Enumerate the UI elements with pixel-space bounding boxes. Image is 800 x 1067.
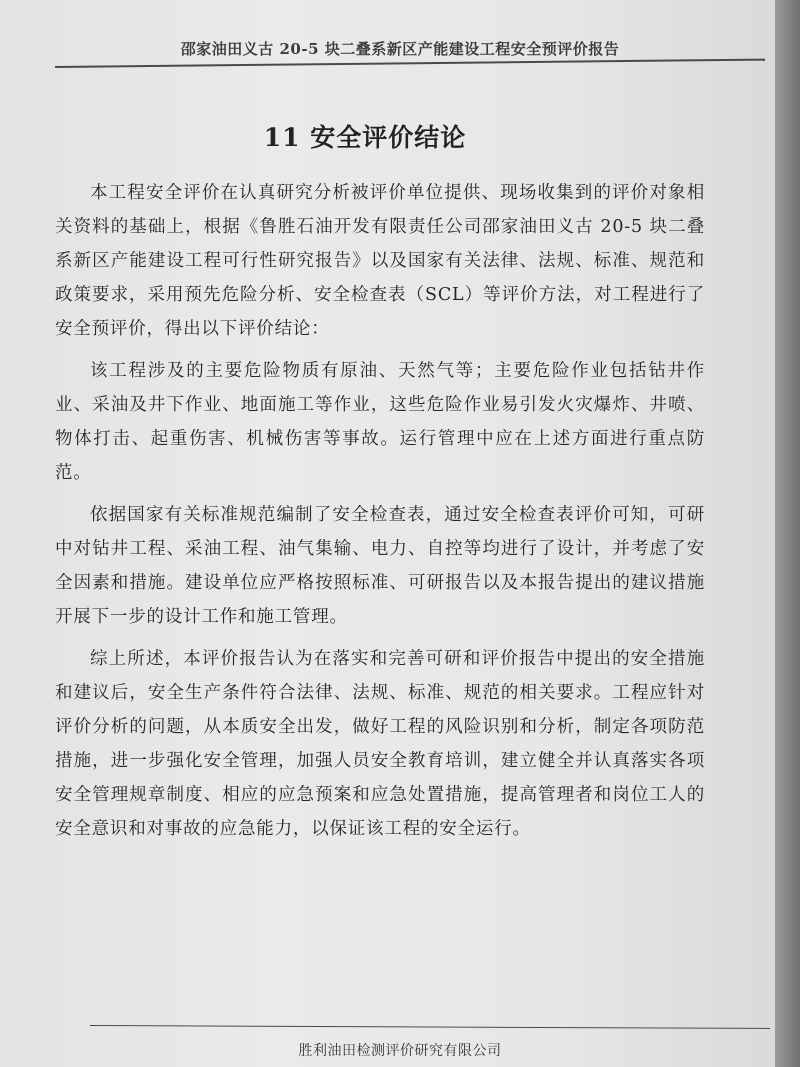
section-title: 11 安全评价结论 [263, 123, 467, 152]
paragraph-intro: 本工程安全评价在认真研究分析被评价单位提供、现场收集到的评价对象相关资料的基础上，根据《鲁胜石油开发有限责任公司邵家油田义古 20-5 块二叠系新区产能建设工程可行性研究报告》以及国家有关法律、法规、标准、规范和政策要求，采用预先危险分析、安全检查表（SCL）等评价方法，对工程进行了安全预评价，得出以下评价结论： [55, 183, 705, 339]
body-text [55, 176, 705, 854]
paragraph-checklist: 依据国家有关标准规范编制了安全检查表，通过安全检查表评价可知，可研中对钻井工程、采油工程、油气集输、电力、自控等均进行了设计，并考虑了安全因素和措施。建设单位应严格按照标准、可研报告以及本报告提出的建议措施开展下一步的设计工作和施工管理。 [55, 505, 705, 627]
paragraph-hazards: 该工程涉及的主要危险物质有原油、天然气等；主要危险作业包括钻井作业、采油及井下作业、地面施工等作业，这些危险作业易引发火灾爆炸、井喷、物体打击、起重伤害、机械伤害等事故。运行管理中应在上述方面进行重点防范。 [55, 361, 705, 483]
running-header: 邵家油田义古 20-5 块二叠系新区产能建设工程安全预评价报告 [180, 40, 620, 58]
footer-organization: 胜利油田检测评价研究有限公司 [298, 1043, 502, 1059]
background-edge [775, 0, 800, 1067]
footer-rule [90, 1025, 770, 1029]
header-rule [55, 59, 765, 68]
paragraph-conclusion: 综上所述，本评价报告认为在落实和完善可研和评价报告中提出的安全措施和建议后，安全生产条件符合法律、法规、标准、规范的相关要求。工程应针对评价分析的问题，从本质安全出发，做好工程的风险识别和分析，制定各项防范措施，进一步强化安全管理，加强人员安全教育培训，建立健全并认真落实各项安全管理规章制度、相应的应急预案和应急处置措施，提高管理者和岗位工人的安全意识和对事故的应急能力，以保证该工程的安全运行。 [55, 649, 705, 839]
